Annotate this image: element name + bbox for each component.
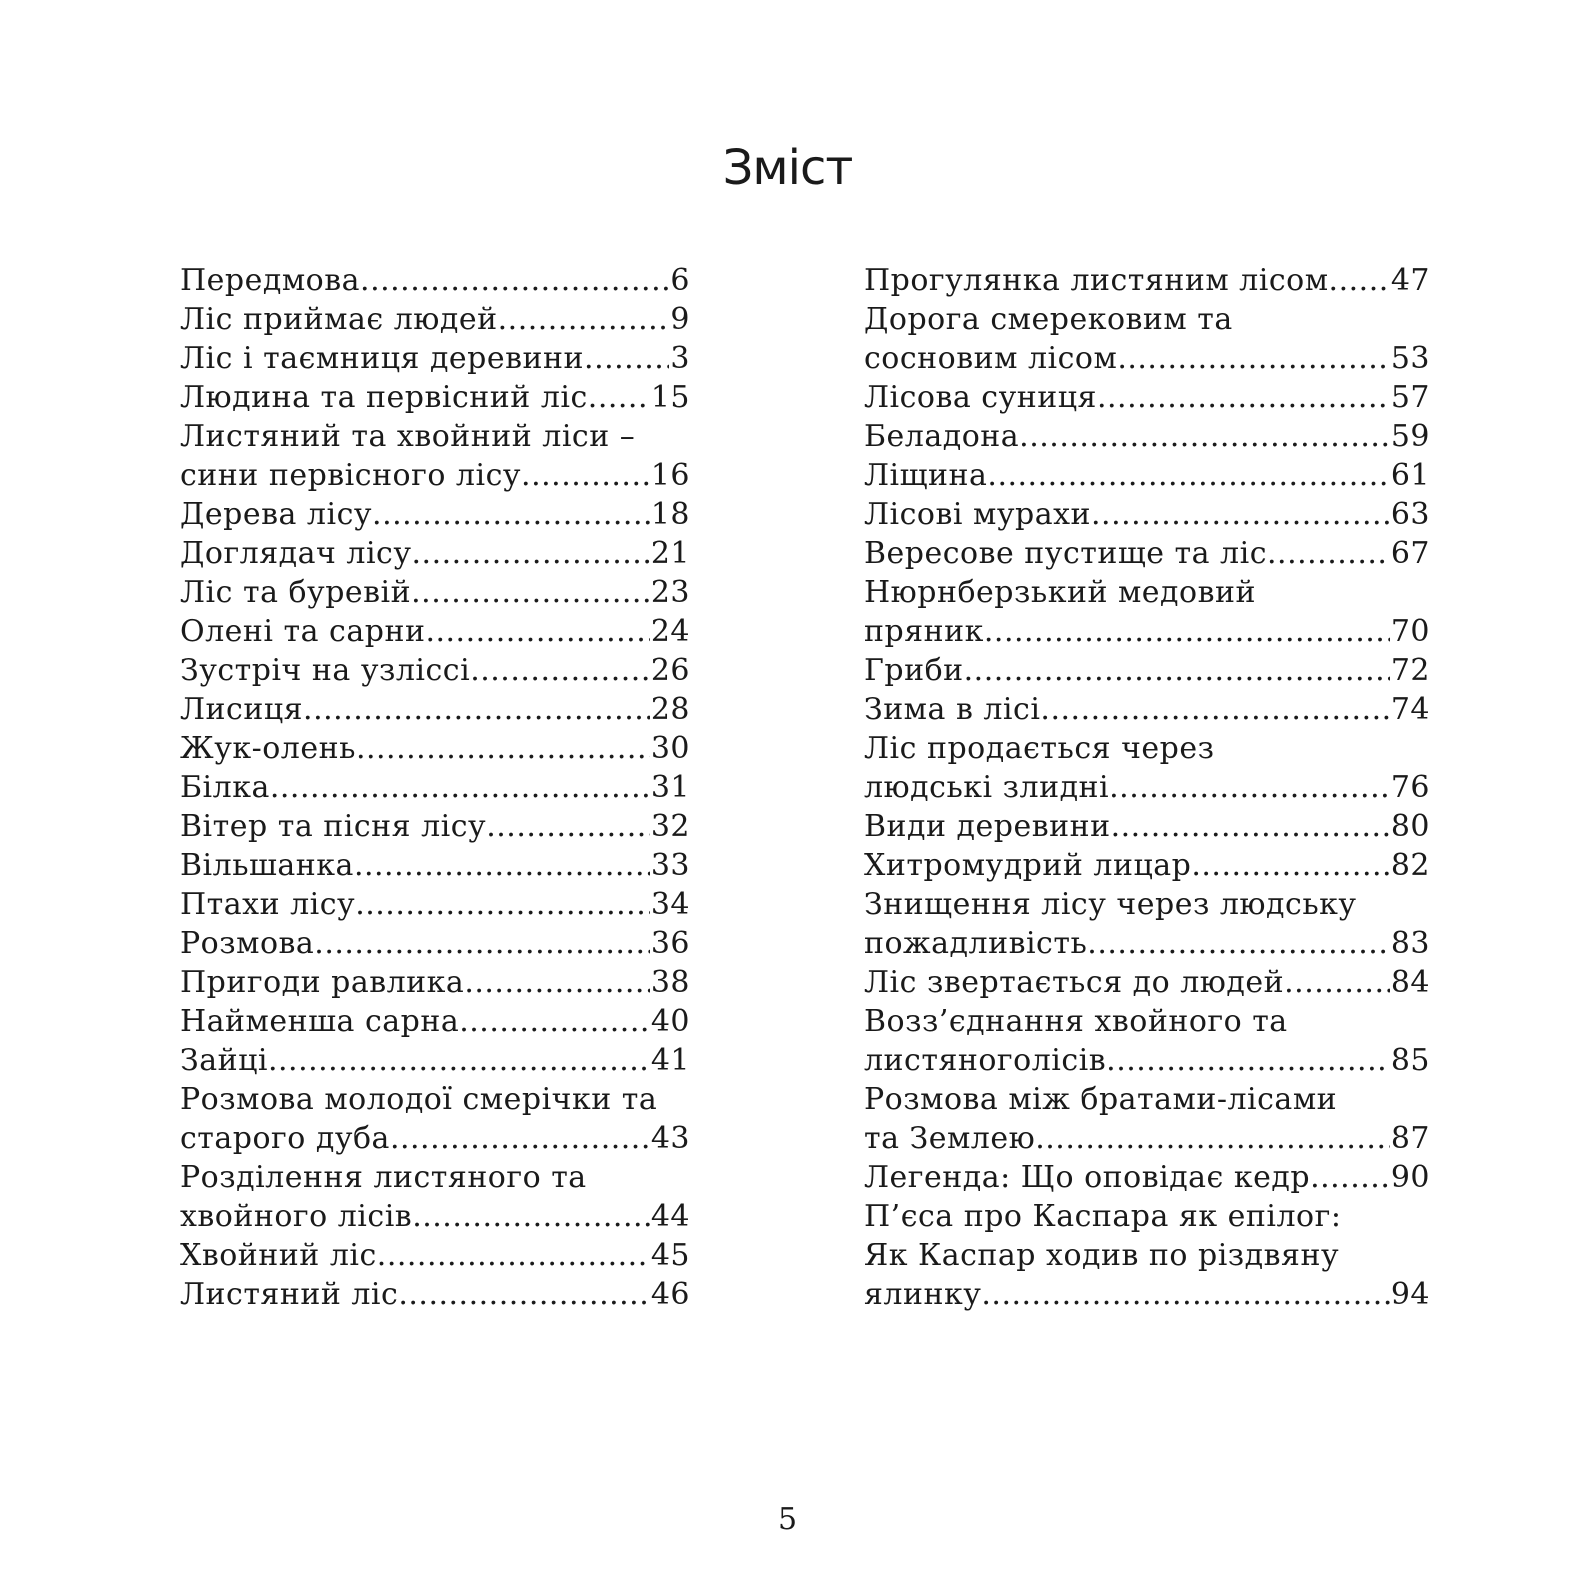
toc-entry-page: 34 xyxy=(650,887,690,922)
toc-entry-row xyxy=(864,456,1430,495)
dot-leader xyxy=(356,729,650,768)
dot-leader xyxy=(314,924,650,963)
dot-leader xyxy=(1329,261,1390,300)
toc-entry-title: Беладона xyxy=(864,419,1020,454)
toc-entry-title-line: Знищення лісу через людську xyxy=(864,887,1357,922)
toc-entry-row xyxy=(180,846,690,885)
toc-entry-page: 83 xyxy=(1390,926,1430,961)
dot-leader xyxy=(981,1275,1389,1314)
toc-entry-row xyxy=(864,534,1430,573)
toc-entry-title: пряник xyxy=(864,614,984,649)
dot-leader xyxy=(1310,1158,1390,1197)
dot-leader xyxy=(372,495,650,534)
toc-entry-page: 33 xyxy=(650,848,690,883)
dot-leader xyxy=(411,573,650,612)
dot-leader xyxy=(270,768,650,807)
toc-entry-title: Зайці xyxy=(180,1043,268,1078)
toc-entry-title-line: Розмова між братами-лісами xyxy=(864,1082,1338,1117)
toc-entry xyxy=(864,885,1430,963)
dot-leader xyxy=(984,612,1390,651)
toc-entry-page: 15 xyxy=(650,380,690,415)
toc-entry-title: старого дуба xyxy=(180,1121,390,1156)
dot-leader xyxy=(987,456,1389,495)
toc-entry-page: 87 xyxy=(1390,1121,1430,1156)
toc-entry-title: Вільшанка xyxy=(180,848,354,883)
toc-entry xyxy=(180,534,690,573)
toc-entry xyxy=(864,534,1430,573)
toc-entry-title: Ліщина xyxy=(864,458,988,493)
toc-entry xyxy=(864,1002,1430,1080)
toc-entry-row xyxy=(180,885,690,924)
toc-entry xyxy=(864,1080,1430,1158)
toc-entry-page: 43 xyxy=(650,1121,690,1156)
dot-leader xyxy=(1117,339,1389,378)
toc-entry-title-line: Дорога смерековим та xyxy=(864,302,1233,337)
toc-entry xyxy=(864,495,1430,534)
toc-entry-title-line: Як Каспар ходив по різдвяну xyxy=(864,1238,1340,1273)
toc-entry-page: 74 xyxy=(1390,692,1430,727)
toc-entry-row xyxy=(180,261,690,300)
toc-entry-page: 84 xyxy=(1390,965,1430,1000)
dot-leader xyxy=(1035,1119,1390,1158)
toc-entry xyxy=(864,690,1430,729)
dot-leader xyxy=(521,456,650,495)
dot-leader xyxy=(1267,534,1390,573)
toc-entry-row xyxy=(864,612,1430,651)
toc-entry xyxy=(180,417,690,495)
toc-entry xyxy=(180,807,690,846)
toc-entry-title-line: П’єса про Каспара як епілог: xyxy=(864,1199,1342,1234)
toc-entry xyxy=(180,729,690,768)
toc-entry-title: Гриби xyxy=(864,653,964,688)
toc-entry-row xyxy=(864,339,1430,378)
toc-entry-title: Білка xyxy=(180,770,270,805)
toc-entry-page: 40 xyxy=(650,1004,690,1039)
toc-entry-title: Листяний ліс xyxy=(180,1277,399,1312)
dot-leader xyxy=(1109,768,1390,807)
toc-entry-page: 31 xyxy=(650,770,690,805)
toc-entry-title: Хитромудрий лицар xyxy=(864,848,1192,883)
toc-entry xyxy=(180,1002,690,1041)
toc-entry xyxy=(864,300,1430,378)
toc-entry-page: 3 xyxy=(670,341,690,376)
toc-entry-row xyxy=(864,1275,1430,1314)
toc-entry-row xyxy=(864,1158,1430,1197)
dot-leader xyxy=(470,651,650,690)
toc-entry-page: 63 xyxy=(1390,497,1430,532)
dot-leader xyxy=(1111,807,1390,846)
dot-leader xyxy=(354,846,650,885)
toc-entry-title: Птахи лісу xyxy=(180,887,356,922)
toc-entry-title: Ліс приймає людей xyxy=(180,302,498,337)
toc-entry-title: Ліс та буревій xyxy=(180,575,412,610)
dot-leader xyxy=(412,1197,650,1236)
toc-entry-page: 44 xyxy=(650,1199,690,1234)
dot-leader xyxy=(1284,963,1390,1002)
toc-entry xyxy=(180,846,690,885)
toc-entry xyxy=(180,378,690,417)
toc-entry-title: Вітер та пісня лісу xyxy=(180,809,487,844)
toc-entry-page: 80 xyxy=(1390,809,1430,844)
dot-leader xyxy=(1097,378,1390,417)
toc-entry-page: 28 xyxy=(650,692,690,727)
dot-leader xyxy=(1091,495,1390,534)
toc-entry xyxy=(180,963,690,1002)
toc-entry-row xyxy=(864,495,1430,534)
toc-column-right xyxy=(864,261,1430,1314)
toc-entry-row xyxy=(180,300,690,339)
toc-entry-row xyxy=(180,1041,690,1080)
toc-entry-row xyxy=(180,651,690,690)
toc-entry-title: Вересове пустище та ліс xyxy=(864,536,1267,571)
toc-entry-title: Передмова xyxy=(180,263,361,298)
toc-entry-title: сини первісного лісу xyxy=(180,458,522,493)
dot-leader xyxy=(588,378,650,417)
toc-entry-page: 26 xyxy=(650,653,690,688)
dot-leader xyxy=(355,885,650,924)
toc-entry xyxy=(180,573,690,612)
toc-entry-row xyxy=(864,1119,1430,1158)
dot-leader xyxy=(303,690,650,729)
toc-entry xyxy=(180,339,690,378)
toc-entry-page: 18 xyxy=(650,497,690,532)
toc-entry-row xyxy=(864,846,1430,885)
dot-leader xyxy=(1040,690,1389,729)
toc-entry-title: Зима в лісі xyxy=(864,692,1041,727)
dot-leader xyxy=(377,1236,650,1275)
toc-entry-row xyxy=(180,339,690,378)
toc-entry-title: листяноголісів xyxy=(864,1043,1107,1078)
toc-entry xyxy=(864,378,1430,417)
toc-entry-row xyxy=(180,1275,690,1314)
dot-leader xyxy=(1191,846,1389,885)
toc-entry-title: Легенда: Що оповідає кедр xyxy=(864,1160,1311,1195)
toc-entry-row xyxy=(180,573,690,612)
toc-entry xyxy=(864,963,1430,1002)
toc-entry-page: 46 xyxy=(650,1277,690,1312)
toc-entry-title-line: Листяний та хвойний ліси – xyxy=(180,419,636,454)
toc-entry-title: хвойного лісів xyxy=(180,1199,413,1234)
toc-entry-title: Дерева лісу xyxy=(180,497,373,532)
toc-entry-title: Жук-олень xyxy=(180,731,356,766)
dot-leader xyxy=(459,1002,650,1041)
toc-entry xyxy=(180,1041,690,1080)
toc-entry xyxy=(180,1275,690,1314)
toc-entry-page: 16 xyxy=(650,458,690,493)
toc-entry xyxy=(180,651,690,690)
toc-entry xyxy=(864,1197,1430,1314)
toc-entry xyxy=(180,495,690,534)
toc-entry xyxy=(180,261,690,300)
toc-entry-row xyxy=(180,1236,690,1275)
dot-leader xyxy=(412,534,650,573)
toc-entry-page: 38 xyxy=(650,965,690,1000)
toc-entry-row xyxy=(864,651,1430,690)
toc-entry-title-line: Нюрнберзький медовий xyxy=(864,575,1256,610)
toc-entry-title: Ліс і таємниця деревини xyxy=(180,341,585,376)
toc-entry-page: 9 xyxy=(670,302,690,337)
toc-entry xyxy=(864,573,1430,651)
toc-entry-row xyxy=(180,690,690,729)
toc-entry-page: 59 xyxy=(1390,419,1430,454)
toc-entry-title: Пригоди равлика xyxy=(180,965,465,1000)
dot-leader xyxy=(964,651,1390,690)
toc-entry-row xyxy=(180,924,690,963)
toc-entry-page: 23 xyxy=(650,575,690,610)
toc-entry-row xyxy=(180,768,690,807)
toc-entry-row xyxy=(180,534,690,573)
toc-entry xyxy=(864,417,1430,456)
toc-entry-title: Олені та сарни xyxy=(180,614,426,649)
toc-entry-title-line: Розділення листяного та xyxy=(180,1160,587,1195)
toc-entry-row xyxy=(180,456,690,495)
toc-entry-page: 67 xyxy=(1390,536,1430,571)
dot-leader xyxy=(464,963,650,1002)
toc-entry xyxy=(180,612,690,651)
toc-entry-title: Найменша сарна xyxy=(180,1004,460,1039)
dot-leader xyxy=(390,1119,650,1158)
toc-entry xyxy=(180,300,690,339)
toc-entry xyxy=(180,924,690,963)
toc-entry-title: Лісова суниця xyxy=(864,380,1097,415)
toc-entry-row xyxy=(180,1002,690,1041)
dot-leader xyxy=(498,300,670,339)
dot-leader xyxy=(486,807,650,846)
toc-entry-page: 30 xyxy=(650,731,690,766)
toc-entry-page: 41 xyxy=(650,1043,690,1078)
toc-entry-page: 94 xyxy=(1390,1277,1430,1312)
toc-entry xyxy=(180,1080,690,1158)
toc-entry-page: 36 xyxy=(650,926,690,961)
toc-entry-page: 21 xyxy=(650,536,690,571)
toc-column-left xyxy=(180,261,690,1314)
toc-entry-page: 61 xyxy=(1390,458,1430,493)
toc-entry-page: 45 xyxy=(650,1238,690,1273)
toc-entry-row xyxy=(864,807,1430,846)
toc-entry-row xyxy=(180,1119,690,1158)
toc-entry-title: ялинку xyxy=(864,1277,982,1312)
toc-entry-row xyxy=(864,378,1430,417)
toc-entry-title: Хвойний ліс xyxy=(180,1238,377,1273)
toc-entry-row xyxy=(180,495,690,534)
toc-entry-row xyxy=(180,378,690,417)
toc-entry-row xyxy=(864,963,1430,1002)
toc-entry-page: 90 xyxy=(1390,1160,1430,1195)
dot-leader xyxy=(425,612,649,651)
toc-entry-row xyxy=(864,690,1430,729)
toc-entry-row xyxy=(180,807,690,846)
toc-entry xyxy=(864,456,1430,495)
toc-entry-page: 6 xyxy=(670,263,690,298)
toc-entry-title-line: Ліс продається через xyxy=(864,731,1215,766)
dot-leader xyxy=(398,1275,649,1314)
toc-entry-page: 76 xyxy=(1390,770,1430,805)
toc-entry-title: Зустріч на узліссі xyxy=(180,653,471,688)
toc-entry-page: 82 xyxy=(1390,848,1430,883)
dot-leader xyxy=(1106,1041,1390,1080)
toc-entry-page: 53 xyxy=(1390,341,1430,376)
toc-entry-page: 72 xyxy=(1390,653,1430,688)
toc-entry xyxy=(864,807,1430,846)
toc-entry-title: Прогулянка листяним лісом xyxy=(864,263,1329,298)
toc-entry-row xyxy=(864,261,1430,300)
toc-entry xyxy=(180,1236,690,1275)
toc-entry-row xyxy=(180,963,690,1002)
toc-entry-page: 24 xyxy=(650,614,690,649)
toc-entry-title: Розмова xyxy=(180,926,315,961)
toc-entry xyxy=(864,651,1430,690)
toc-entry-title-line: Возз’єднання хвойного та xyxy=(864,1004,1288,1039)
toc-entry-title: Людина та первісний ліс xyxy=(180,380,588,415)
toc-entry-title: пожадливість xyxy=(864,926,1088,961)
toc-entry-row xyxy=(864,924,1430,963)
toc-entry-title: Доглядач лісу xyxy=(180,536,412,571)
toc-entry-title: Лисиця xyxy=(180,692,304,727)
toc-entry xyxy=(180,885,690,924)
toc-entry-row xyxy=(180,729,690,768)
toc-entry xyxy=(180,690,690,729)
toc-entry xyxy=(864,846,1430,885)
toc-entry-title: людські злидні xyxy=(864,770,1110,805)
toc-entry-title-line: Розмова молодої смерічки та xyxy=(180,1082,658,1117)
toc-entry-row xyxy=(864,417,1430,456)
dot-leader xyxy=(584,339,669,378)
toc-entry-title: та Землею xyxy=(864,1121,1036,1156)
toc-entry-title: сосновим лісом xyxy=(864,341,1118,376)
dot-leader xyxy=(1087,924,1390,963)
toc-entry-row xyxy=(864,1041,1430,1080)
toc-entry-page: 57 xyxy=(1390,380,1430,415)
toc-entry xyxy=(864,261,1430,300)
toc-entry-page: 85 xyxy=(1390,1043,1430,1078)
toc-entry-row xyxy=(180,612,690,651)
dot-leader xyxy=(360,261,669,300)
toc-entry-title: Лісові мурахи xyxy=(864,497,1092,532)
dot-leader xyxy=(1019,417,1390,456)
toc-entry xyxy=(180,768,690,807)
toc-entry xyxy=(180,1158,690,1236)
toc-entry-page: 47 xyxy=(1390,263,1430,298)
page-number: 5 xyxy=(777,1502,798,1537)
toc-entry-title: Види деревини xyxy=(864,809,1111,844)
toc-entry-page: 32 xyxy=(650,809,690,844)
toc-entry xyxy=(864,729,1430,807)
toc-entry xyxy=(864,1158,1430,1197)
toc-entry-page: 70 xyxy=(1390,614,1430,649)
dot-leader xyxy=(268,1041,650,1080)
toc-entry-row xyxy=(180,1197,690,1236)
toc-entry-row xyxy=(864,768,1430,807)
page-title: Зміст xyxy=(722,140,853,196)
toc-entry-title: Ліс звертається до людей xyxy=(864,965,1285,1000)
